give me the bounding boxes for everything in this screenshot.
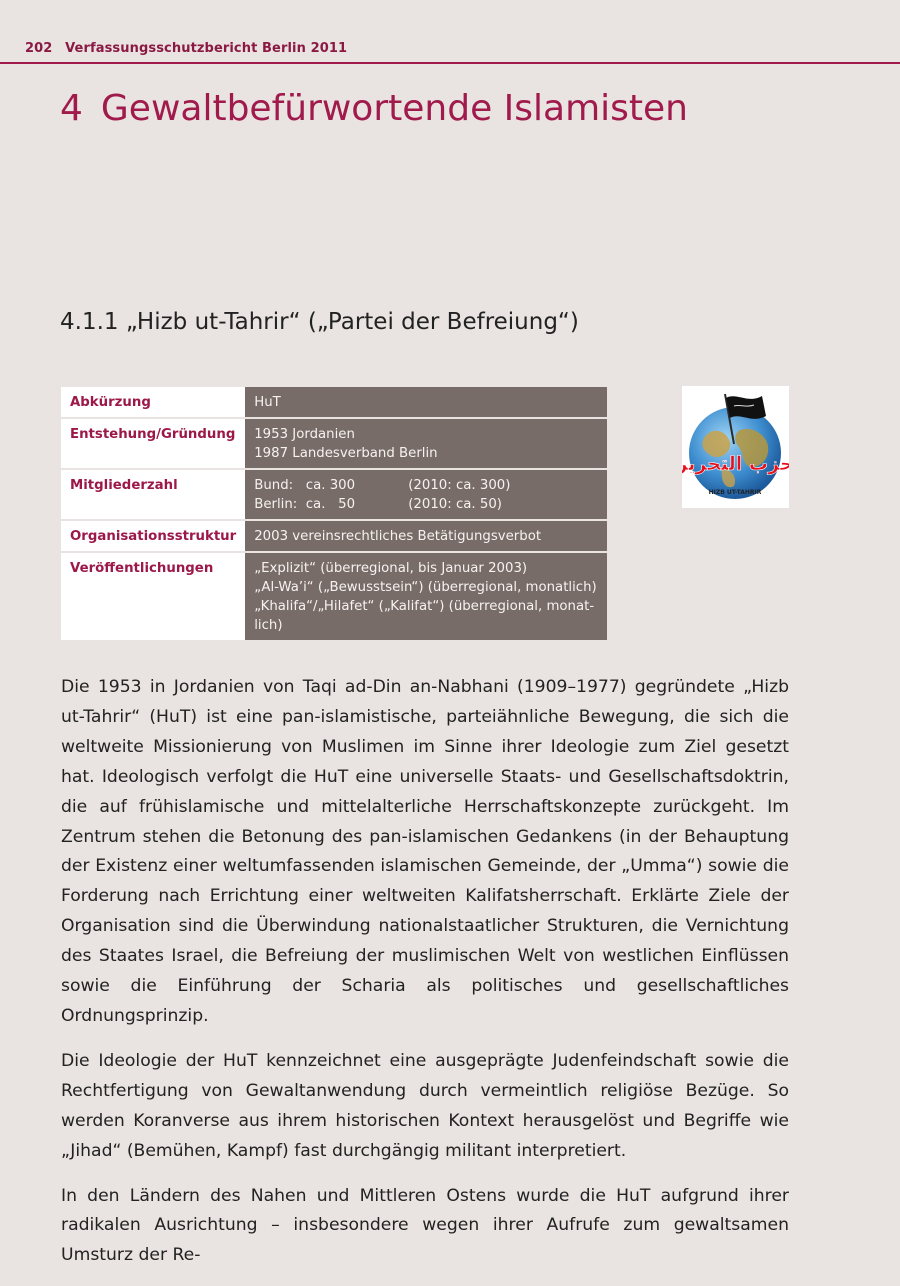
table-row xyxy=(61,552,607,640)
member-prev-year: (2010: ca. 50) xyxy=(408,497,502,512)
page-number: 202 xyxy=(25,41,53,56)
paragraph: Die Ideologie der HuT kennzeichnet eine ausgeprägte Judenfeindschaft sowie die Rechtfertigung von Gewaltanwendung durch vermeintlich religiöse Bezüge. So werden Koranverse aus ihrem historischen Kontext herausgelöst und Begriffe wie „Jihad“ (Bemühen, Kampf) fast durchgängig militant interpretiert. xyxy=(61,1050,789,1161)
row-key: Mitgliederzahl xyxy=(61,469,245,520)
chapter-number: 4 xyxy=(60,88,83,129)
chapter-title: Gewaltbefürwortende Islamisten xyxy=(100,88,688,129)
member-prev-year: (2010: ca. 300) xyxy=(408,478,511,493)
logo-caption: HIZB UT-TAHRIR xyxy=(708,489,762,496)
flag-icon xyxy=(726,396,766,419)
info-table xyxy=(61,387,607,640)
member-line xyxy=(254,476,598,495)
row-value xyxy=(245,469,607,520)
paragraph: In den Ländern des Nahen und Mittleren Ostens wurde die HuT aufgrund ihrer radikalen Ausrichtung – insbesondere wegen ihrer Aufrufe zum gewaltsamen Umsturz der Re- xyxy=(61,1185,789,1266)
member-count: Bund: ca. 300 xyxy=(254,478,356,493)
table-row xyxy=(61,520,607,552)
member-count: Berlin: ca. 50 xyxy=(254,497,356,512)
row-value xyxy=(245,552,607,640)
body-text xyxy=(61,673,789,1286)
value-line: 2003 vereinsrechtliches Betätigungsverbot xyxy=(254,529,542,544)
row-key: Abkürzung xyxy=(61,387,245,418)
section-title: 4.1.1 „Hizb ut-Tahrir“ („Partei der Befreiung“) xyxy=(60,309,579,335)
chapter-heading xyxy=(60,88,688,129)
logo-graphic xyxy=(682,386,789,508)
running-title: Verfassungsschutzbericht Berlin 2011 xyxy=(65,41,348,56)
running-head xyxy=(25,41,347,56)
header-rule xyxy=(0,62,900,64)
value-line: „Al-Wa’i“ („Bewusstsein“) (überregional, monatlich) xyxy=(254,580,597,595)
value-line: „Explizit“ (überregional, bis Januar 2003) xyxy=(254,561,528,576)
row-key: Organisationsstruktur xyxy=(61,520,245,552)
value-line: 1953 Jordanien xyxy=(254,427,355,442)
row-value xyxy=(245,387,607,418)
row-key: Entstehung/Gründung xyxy=(61,418,245,469)
table-row xyxy=(61,387,607,418)
row-key: Veröffentlichungen xyxy=(61,552,245,640)
table-row xyxy=(61,418,607,469)
table-row xyxy=(61,469,607,520)
value-line: „Khalifa“/„Hilafet“ („Kalifat“) (überregional, monat- xyxy=(254,599,595,614)
hizb-ut-tahrir-logo xyxy=(682,386,789,508)
paragraph: Die 1953 in Jordanien von Taqi ad-Din an-Nabhani (1909–1977) gegründete „Hizb ut-Tahrir“ (HuT) ist eine pan-islamistische, parteiähnliche Bewegung, die sich die weltweite Missionierung von Muslimen im Sinne ihrer Ideologie zum Ziel gesetzt hat. Ideologisch verfolgt die HuT eine universelle Staats- und Gesellschaftsdoktrin, die auf frühislamische und mittelalterliche Herrschaftskonzepte zurückgeht. Im Zentrum stehen die Betonung des pan-islamischen Gedankens (in der Behauptung der Existenz einer weltumfassenden islamischen Gemeinde, der „Umma“) sowie die Forderung nach Errichtung einer weltweiten Kalifatsherrschaft. Erklärte Ziele der Organisation sind die Überwindung nationalstaatlicher Strukturen, die Vernichtung des Staates Israel, die Befreiung der muslimischen Welt von westlichen Einflüssen sowie die Einführung der Scharia als politisches und gesellschaftliches Ordnungsprinzip. xyxy=(61,677,789,1026)
member-line xyxy=(254,495,598,514)
value-line: 1987 Landesverband Berlin xyxy=(254,446,438,461)
row-value xyxy=(245,520,607,552)
row-value xyxy=(245,418,607,469)
value-line: lich) xyxy=(254,618,283,633)
value-line: HuT xyxy=(254,395,281,410)
logo-arabic-text: حزب التحرير xyxy=(682,453,789,475)
